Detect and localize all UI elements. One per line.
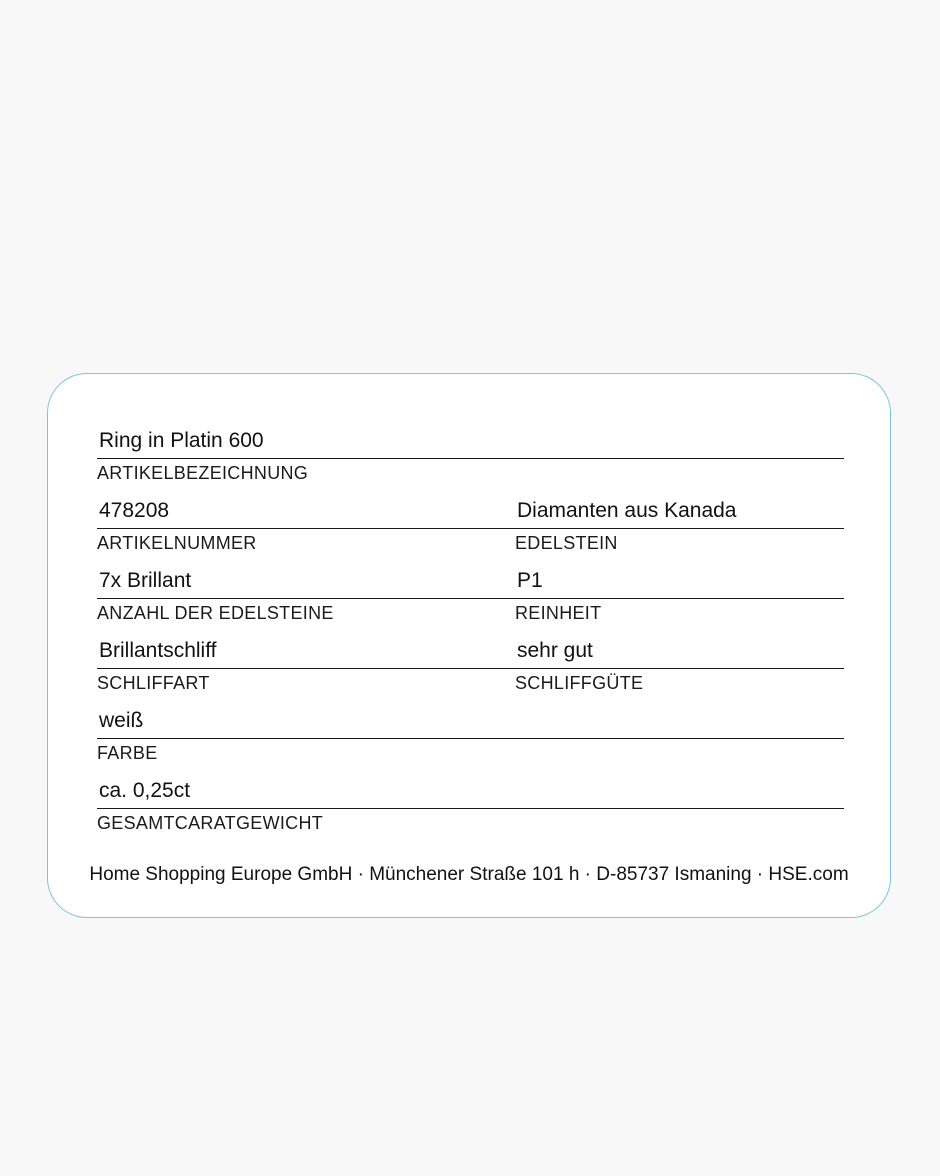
divider <box>97 738 844 739</box>
field-total-carat <box>97 778 844 838</box>
field-article-name <box>97 428 844 488</box>
divider <box>97 668 516 669</box>
field-cut-type <box>97 638 516 698</box>
cut-type-label: SCHLIFFART <box>97 673 210 693</box>
gemstone-label: EDELSTEIN <box>515 533 618 553</box>
cut-quality-label: SCHLIFFGÜTE <box>515 673 644 693</box>
divider <box>97 458 844 459</box>
divider <box>97 528 516 529</box>
gem-count-label: ANZAHL DER EDELSTEINE <box>97 603 334 623</box>
total-carat-label: GESAMTCARATGEWICHT <box>97 813 324 833</box>
color-label: FARBE <box>97 743 158 763</box>
gem-count-value: 7x Brillant <box>99 569 192 592</box>
divider <box>515 668 844 669</box>
article-name-label: ARTIKELBEZEICHNUNG <box>97 463 309 483</box>
field-cut-quality <box>515 638 844 698</box>
field-clarity <box>515 568 844 628</box>
article-name-value: Ring in Platin 600 <box>99 429 264 452</box>
article-number-value: 478208 <box>99 499 170 522</box>
article-number-label: ARTIKELNUMMER <box>97 533 257 553</box>
color-value: weiß <box>99 709 144 732</box>
cut-quality-value: sehr gut <box>517 639 593 662</box>
divider <box>515 528 844 529</box>
clarity-value: P1 <box>517 569 543 592</box>
divider <box>515 598 844 599</box>
field-color <box>97 708 844 768</box>
field-gem-count <box>97 568 516 628</box>
clarity-label: REINHEIT <box>515 603 602 623</box>
field-gemstone <box>515 498 844 558</box>
gemstone-value: Diamanten aus Kanada <box>517 499 737 522</box>
company-footer: Home Shopping Europe GmbH · Münchener Straße 101 h · D-85737 Ismaning · HSE.com <box>89 864 849 885</box>
total-carat-value: ca. 0,25ct <box>99 779 191 802</box>
divider <box>97 808 844 809</box>
field-article-number <box>97 498 516 558</box>
divider <box>97 598 516 599</box>
certificate-card <box>47 373 891 918</box>
cut-type-value: Brillantschliff <box>99 639 217 662</box>
